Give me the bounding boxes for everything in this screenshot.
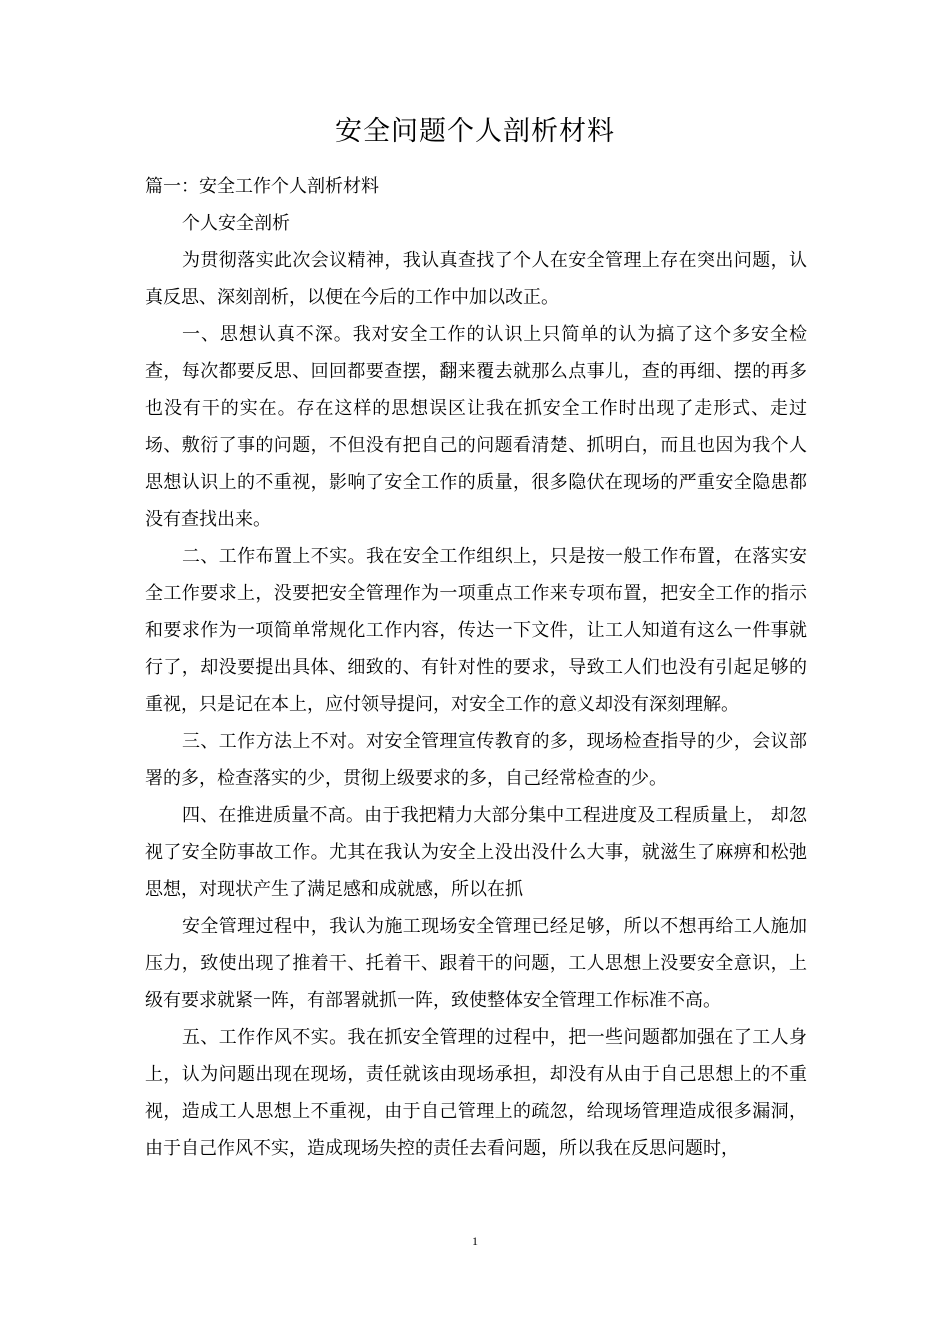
paragraph-point-1: 一、思想认真不深。我对安全工作的认识上只简单的认为搞了这个多安全检查，每次都要反思、回回都要查摆，翻来覆去就那么点事儿，查的再细、摆的再多也没有干的实在。存在这样的思想误区让我在抓安全工作时出现了走形式、走过场、敷衍了事的问题，不但没有把自己的问题看清楚、抓明白，而且也因为我个人思想认识上的不重视，影响了安全工作的质量，很多隐伏在现场的严重安全隐患都没有查找出来。 bbox=[145, 324, 807, 530]
paragraph-point-5: 五、工作作风不实。我在抓安全管理的过程中，把一些问题都加强在了工人身上，认为问题出现在现场，责任就该由现场承担，却没有从由于自己思想上的不重视，造成工人思想上不重视，由于自己管理上的疏忽，给现场管理造成很多漏洞，由于自己作风不实，造成现场失控的责任去看问题，所以我在反思问题时， bbox=[145, 1027, 807, 1159]
page-number: 1 bbox=[472, 1234, 478, 1248]
paragraph-point-4-continued: 安全管理过程中，我认为施工现场安全管理已经足够，所以不想再给工人施加压力，致使出现了推着干、托着干、跟着干的问题，工人思想上没要安全意识，上级有要求就紧一阵，有部署就抓一阵，致使整体安全管理工作标准不高。 bbox=[145, 916, 807, 1011]
document-body bbox=[145, 168, 807, 1167]
document-title: 安全问题个人剖析材料 bbox=[335, 116, 615, 147]
paragraph-intro: 为贯彻落实此次会议精神，我认真查找了个人在安全管理上存在突出问题，认真反思、深刻剖析，以便在今后的工作中加以改正。 bbox=[145, 250, 807, 308]
subheading: 个人安全剖析 bbox=[182, 213, 290, 234]
section-heading: 篇一：安全工作个人剖析材料 bbox=[145, 176, 379, 197]
paragraph-point-4: 四、在推进质量不高。由于我把精力大部分集中工程进度及工程质量上， 却忽视了安全防事故工作。尤其在我认为安全上没出没什么大事，就滋生了麻痹和松弛思想，对现状产生了满足感和成就感，所以在抓 bbox=[145, 805, 807, 900]
paragraph-point-3: 三、工作方法上不对。对安全管理宣传教育的多，现场检查指导的少，会议部署的多，检查落实的少，贯彻上级要求的多，自己经常检查的少。 bbox=[145, 731, 807, 789]
paragraph-point-2: 二、工作布置上不实。我在安全工作组织上，只是按一般工作布置，在落实安全工作要求上，没要把安全管理作为一项重点工作来专项布置，把安全工作的指示和要求作为一项简单常规化工作内容，传达一下文件，让工人知道有这么一件事就行了，却没要提出具体、细致的、有针对性的要求，导致工人们也没有引起足够的重视，只是记在本上，应付领导提问，对安全工作的意义却没有深刻理解。 bbox=[145, 546, 807, 715]
